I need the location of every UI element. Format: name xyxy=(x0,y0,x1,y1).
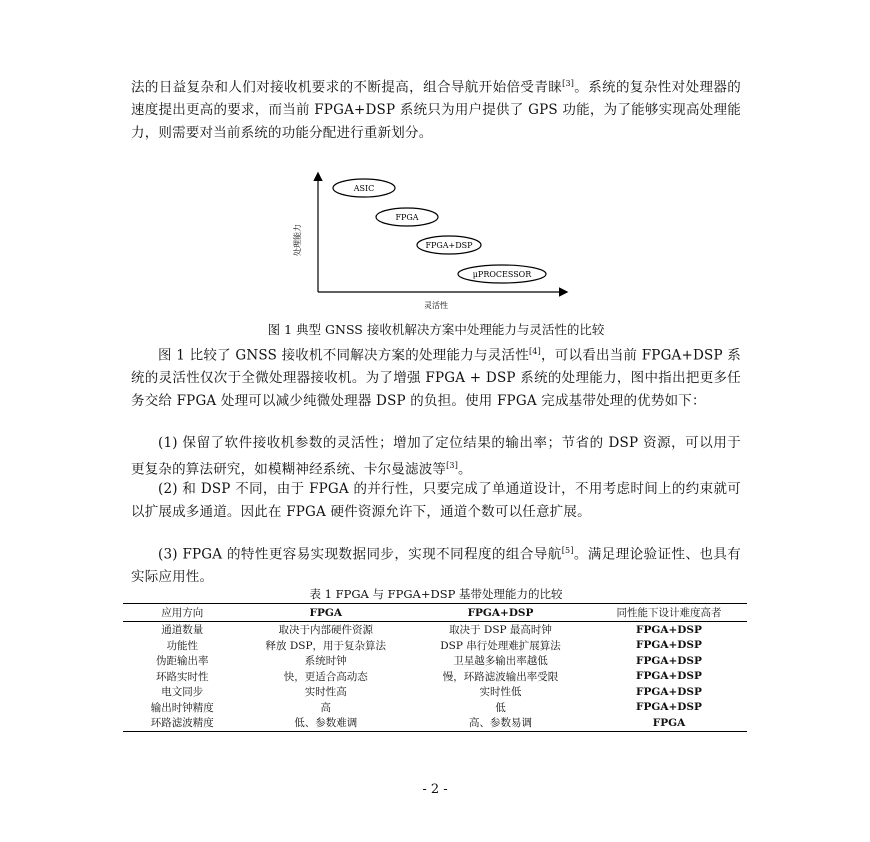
node-fpga-label: FPGA xyxy=(395,213,419,222)
table-header-cell: FPGA xyxy=(242,604,410,622)
table-cell: FPGA+DSP xyxy=(636,623,702,636)
table-cell: 高、参数易调 xyxy=(410,715,591,731)
table-cell: 通道数量 xyxy=(161,624,204,637)
paragraph-advantage-1: (1) 保留了软件接收机参数的灵活性；增加了定位结果的输出率；节省的 DSP 资源，可以用于更复杂的算法研究，如模糊神经系统、卡尔曼滤波等[3]。 xyxy=(131,435,741,477)
paragraph-intro: 法的日益复杂和人们对接收机要求的不断提高，组合导航开始倍受青睐[3]。系统的复杂性对处理器的速度提出更高的要求，而当前 FPGA+DSP 系统只为用户提供了 GPS 功能，为了能够实现高处理能力，则需要对当前系统的功能分配进行重新划分。 xyxy=(131,79,741,141)
table-cell: 快，更适合高动态 xyxy=(283,670,368,683)
node-microprocessor-label: μPROCESSOR xyxy=(472,270,532,279)
table-cell: 低、参数难调 xyxy=(242,715,410,731)
table-cell: FPGA+DSP xyxy=(636,685,702,698)
table-cell: 取决于内部硬件资源 xyxy=(278,624,374,637)
table-row xyxy=(123,653,747,669)
table-cell: FPGA+DSP xyxy=(636,670,702,683)
table-header-cell: 同性能下设计难度高者 xyxy=(591,604,747,622)
paragraph-advantage-3: (3) FPGA 的特性更容易实现数据同步，实现不同程度的组合导航[5]。满足理论验证性、也具有实际应用性。 xyxy=(131,546,741,585)
table-cell: 低 xyxy=(495,701,506,714)
table-row xyxy=(123,700,747,716)
table-header-cell: FPGA+DSP xyxy=(410,604,591,622)
table-cell: 环路实时性 xyxy=(156,670,209,683)
comparison-table xyxy=(123,603,747,732)
table-caption: 表 1 FPGA 与 FPGA+DSP 基带处理能力的比较 xyxy=(309,587,563,601)
table-cell: 取决于 DSP 最高时钟 xyxy=(449,624,552,637)
table-cell: 电文同步 xyxy=(161,686,204,699)
table-cell: 功能性 xyxy=(166,639,199,652)
table-row xyxy=(123,669,747,685)
node-asic-label: ASIC xyxy=(353,184,375,193)
y-axis-label: 处理能力 xyxy=(293,224,302,256)
table-cell: 慢，环路滤波输出率受限 xyxy=(442,670,559,683)
table-cell: FPGA+DSP xyxy=(636,701,702,714)
table-cell: FPGA xyxy=(591,715,747,731)
page-number: - 2 - xyxy=(422,782,448,797)
table-row xyxy=(123,638,747,654)
table-cell: 高 xyxy=(320,701,332,714)
table-cell: 实时性低 xyxy=(479,686,522,699)
table-cell: FPGA+DSP xyxy=(636,639,702,652)
table-cell: 系统时钟 xyxy=(304,655,347,668)
table-header-row xyxy=(123,604,747,622)
table-cell: 伪距输出率 xyxy=(156,655,209,668)
figure-caption: 图 1 典型 GNSS 接收机解决方案中处理能力与灵活性的比较 xyxy=(267,322,605,337)
table-cell: 实时性高 xyxy=(304,686,347,699)
table-row xyxy=(123,715,747,731)
x-axis-label: 灵活性 xyxy=(424,301,448,310)
table-cell: 释放 DSP，用于复杂算法 xyxy=(265,639,387,652)
table-cell: 输出时钟精度 xyxy=(150,701,214,714)
table-cell: 卫星越多输出率越低 xyxy=(453,655,548,668)
table-cell: FPGA+DSP xyxy=(636,654,702,667)
node-fpga-dsp-label: FPGA+DSP xyxy=(425,241,473,250)
table-row xyxy=(123,684,747,700)
table-header-cell: 应用方向 xyxy=(123,604,242,622)
table-cell: DSP 串行处理难扩展算法 xyxy=(440,639,561,652)
paragraph-advantage-2: (2) 和 DSP 不同，由于 FPGA 的并行性，只要完成了单通道设计，不用考虑时间上的约束就可以扩展成多通道。因此在 FPGA 硬件资源允许下，通道个数可以任意扩展。 xyxy=(131,481,741,520)
figure-processing-vs-flexibility xyxy=(288,170,578,312)
table-cell: 环路滤波精度 xyxy=(123,715,242,731)
paragraph-figure-reference: 图 1 比较了 GNSS 接收机不同解决方案的处理能力与灵活性[4]，可以看出当前 FPGA+DSP 系统的灵活性仅次于全微处理器接收机。为了增强 FPGA + DSP 系统的处理能力，图中指出把更多任务交给 FPGA 处理可以减少纯微处理器 DSP 的负担。使用 FPGA 完成基带处理的优势如下： xyxy=(131,347,742,409)
table-row xyxy=(123,622,747,638)
